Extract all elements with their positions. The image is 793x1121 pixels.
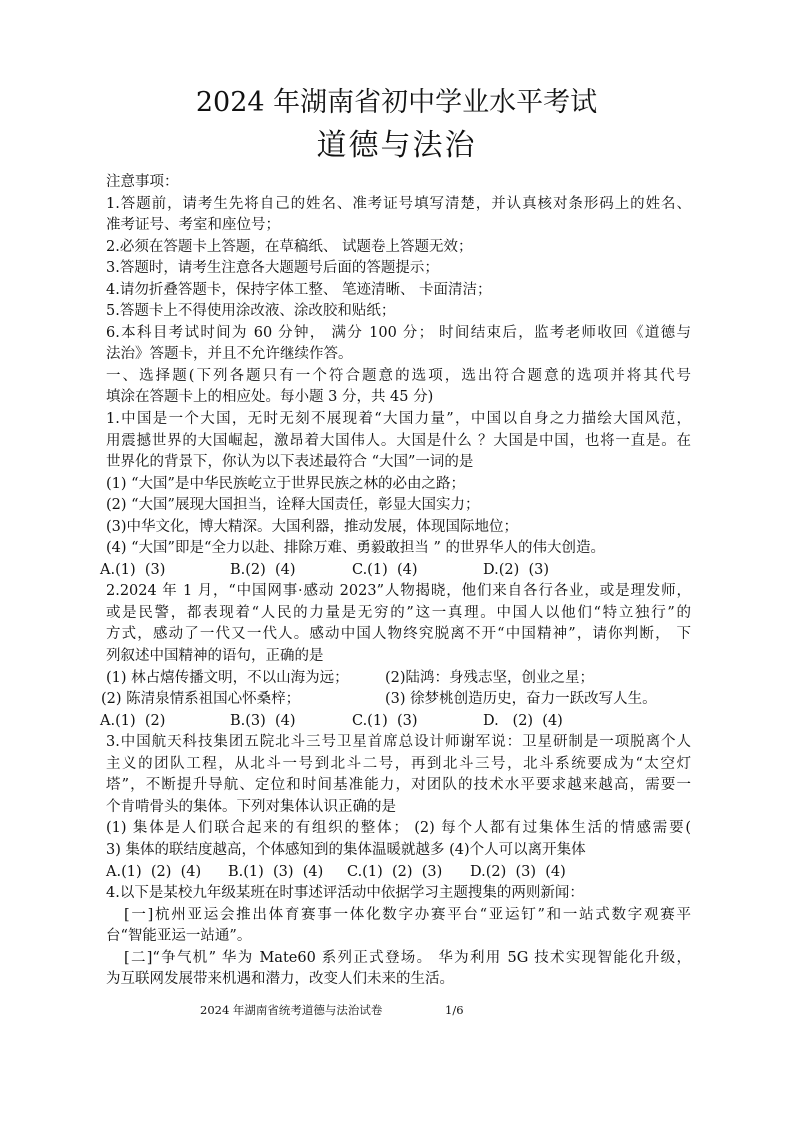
question-1-option-b: B.(2) (4)	[230, 561, 296, 578]
question-4-stem: 4.以下是某校九年级某班在时事述评活动中依据学习主题搜集的两则新闻：	[106, 885, 584, 902]
question-1-statement-1: (1) “大国”是中华民族屹立于世界民族之林的必由之路；	[106, 475, 465, 492]
section-heading-cont: 填涂在答题卡上的相应处。每小题 3 分，共 45 分)	[106, 389, 434, 406]
exam-title: 2024 年湖南省初中学业水平考试	[195, 87, 598, 118]
question-2-stem-cont: 或是民警，都表现着“人民的力量是无穷的”这一真理。中国人以他们“特立独行”的	[106, 604, 691, 621]
question-2-statement-2: (2)陆鸿：身残志坚，创业之星；	[385, 669, 595, 686]
question-1-stem-cont: 世界化的背景下，你认为以下表述最符合 “大国”一词的是	[106, 454, 474, 471]
question-1-option-a: A.(1) (3)	[100, 561, 166, 578]
question-3-stem-cont: 塔”，不断提升导航、定位和时间基准能力，对团队的技术水平要求越来越高，需要一	[106, 777, 691, 794]
question-4-news-2: [二]“争气机” 华为 Mate60 系列正式登场。 华为利用 5G 技术实现智能化升级，	[124, 949, 691, 966]
question-1-option-d: D.(2) (3)	[483, 561, 550, 578]
question-2-stem: 2.2024 年 1 月，“中国网事·感动 2023”人物揭晓，他们来自各行各业，或是理发师，	[106, 583, 691, 600]
question-3-statements: (1) 集体是人们联合起来的有组织的整体； (2) 每个人都有过集体生活的情感需要(	[106, 820, 691, 837]
question-4-news-2-cont: 为互联网发展带来机遇和潜力，改变人们未来的生活。	[106, 971, 454, 988]
question-3-option-b: B.(1) (3) (4)	[228, 863, 324, 880]
question-2-statements-row-2	[101, 689, 691, 711]
section-heading: 一、选择题(下列各题只有一个符合题意的选项，选出符合题意的选项并将其代号	[106, 367, 691, 384]
question-2-option-c: C.(1) (3)	[352, 712, 418, 729]
question-2-option-b: B.(3) (4)	[230, 712, 296, 729]
question-3-options	[106, 862, 691, 884]
question-3-option-c: C.(1) (2) (3)	[347, 863, 443, 880]
notice-item-1: 1.答题前，请考生先将自己的姓名、准考证号填写清楚，并认真核对条形码上的姓名、	[106, 195, 691, 212]
question-1-statement-4: (4) “大国”即是“全力以赴、排除万难、勇毅敢担当 ” 的世界华人的伟大创造。	[106, 540, 606, 557]
question-2-statements-row-1	[106, 668, 691, 690]
question-3-option-a: A.(1) (2) (4)	[106, 863, 202, 880]
question-3-statements-cont: 3) 集体的联结度越高，个体感知到的集体温暖就越多 (4)个人可以离开集体	[106, 841, 586, 858]
notice-item-6: 6.本科目考试时间为 60 分钟， 满分 100 分； 时间结束后，监考老师收回《道德与	[106, 324, 691, 341]
question-1-statement-2: (2) “大国”展现大国担当，诠释大国责任，彰显大国实力；	[106, 497, 480, 514]
question-2-statement-3: (2) 陈清泉情系祖国心怀桑梓；	[101, 691, 301, 708]
question-1-option-c: C.(1) (4)	[352, 561, 418, 578]
question-1-stem: 1.中国是一个大国，无时无刻不展现着“大国力量”，中国以自身之力描绘大国风范，	[106, 411, 691, 428]
question-2-option-a: A.(1) (2)	[100, 712, 166, 729]
question-2-statement-4: (3) 徐梦桃创造历史，奋力一跃改写人生。	[385, 691, 657, 708]
question-3-stem-cont: 个肯啃骨头的集体。下列对集体认识正确的是	[106, 798, 396, 815]
question-2-statement-1: (1) 林占熺传播文明，不以山海为远；	[106, 669, 349, 686]
question-2-option-d: D. (2) (4)	[483, 712, 563, 729]
question-2-options	[100, 711, 691, 733]
question-1-statement-3: (3)中华文化，博大精深。大国利器，推动发展，体现国际地位；	[106, 518, 519, 535]
exam-body	[100, 172, 691, 991]
notice-item-1-cont: 准考证号、考室和座位号；	[106, 217, 280, 234]
question-4-news-1-cont: 台“智能亚运一站通”。	[106, 928, 252, 945]
question-3-option-d: D.(2) (3) (4)	[470, 863, 566, 880]
exam-subject: 道德与法治	[316, 128, 477, 163]
question-2-stem-cont: 列叙述中国精神的语句，正确的是	[106, 648, 324, 665]
question-2-stem-cont: 方式，感动了一代又一代人。感动中国人物终究脱离不开“中国精神”，请你判断， 下	[106, 626, 691, 643]
page-number: 1/6	[445, 1003, 464, 1017]
question-3-stem: 3.中国航天科技集团五院北斗三号卫星首席总设计师谢军说：卫星研制是一项脱离个人	[106, 734, 691, 751]
footer-title: 2024 年湖南省统考道德与法治试卷	[200, 1003, 383, 1017]
notice-heading: 注意事项：	[106, 174, 179, 190]
question-4-news-1: [一]杭州亚运会推出体育赛事一体化数字办赛平台“亚运钉”和一站式数字观赛平	[124, 906, 691, 923]
notice-item-4: 4.请勿折叠答题卡，保持字体工整、 笔迹清晰、 卡面清洁；	[106, 281, 492, 298]
question-3-stem-cont: 主义的团队工程，从北斗一号到北斗二号，再到北斗三号，北斗系统要成为“太空灯	[106, 755, 691, 772]
notice-item-6-cont: 法治》答题卡，并且不允许继续作答。	[106, 346, 353, 363]
notice-item-5: 5.答题卡上不得使用涂改液、涂改胶和贴纸；	[106, 303, 396, 320]
question-1-options	[100, 560, 691, 582]
question-1-stem-cont: 用震撼世界的大国崛起，激昂着大国伟人。大国是什么 ？大国是中国，也将一直是。在	[106, 432, 691, 449]
notice-item-2: 2.必须在答题卡上答题，在草稿纸、 试题卷上答题无效；	[106, 238, 473, 255]
notice-item-3: 3.答题时，请考生注意各大题题号后面的答题提示；	[106, 260, 439, 277]
